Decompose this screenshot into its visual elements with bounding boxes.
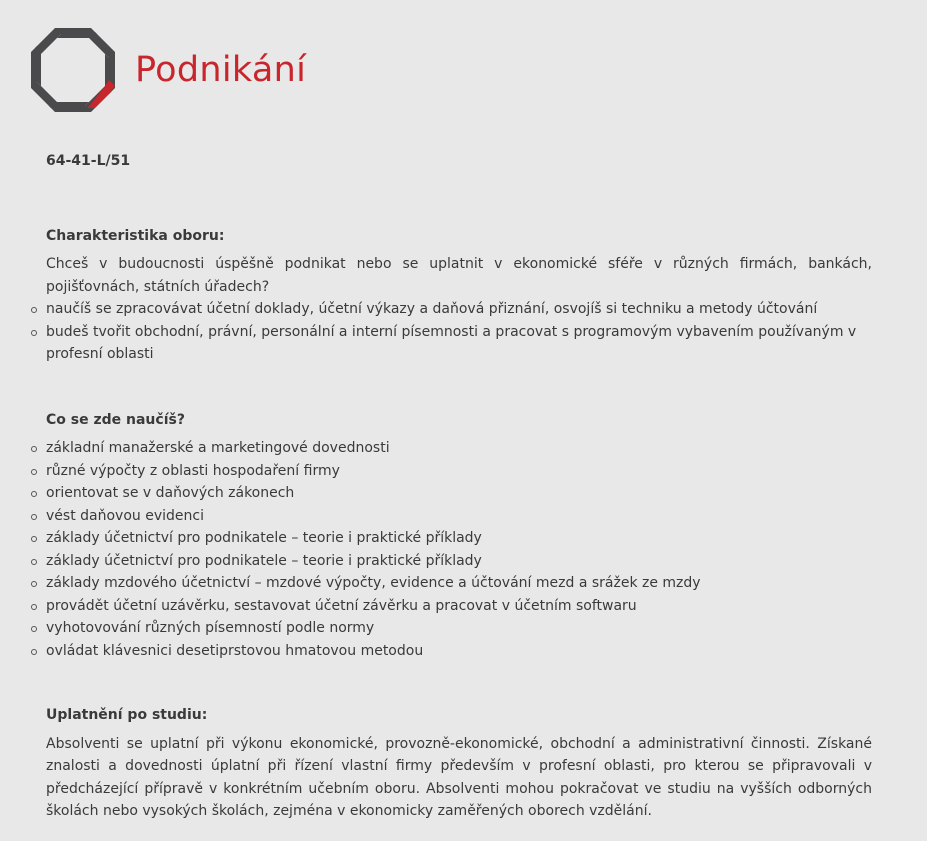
study-code: 64-41-L/51 <box>46 153 131 169</box>
list-item: naučíš se zpracovávat účetní doklady, účetní výkazy a daňová přiznání, osvojíš si techniku a metody účtování <box>46 298 872 321</box>
list-item: vést daňovou evidenci <box>46 505 872 528</box>
learn-heading: Co se zde naučíš? <box>46 411 185 428</box>
career-heading: Uplatnění po studiu: <box>46 707 208 723</box>
list-item: orientovat se v daňových zákonech <box>46 482 872 505</box>
career-text: Absolventi se uplatní při výkonu ekonomické, provozně-ekonomické, obchodní a administrativní činnosti. Získané znalosti a dovednosti úplatní při řízení vlastní firmy především v profesní oblasti, pro kterou se připravovali v předcházející přípravě v konkrétním učebním oboru. Absolventi mohou pokračovat ve studiu na vyšších odborných školách nebo vysokých školách, zejména v ekonomicky zaměřených oborech vzdělání. <box>46 735 872 819</box>
list-item: základní manažerské a marketingové dovednosti <box>46 437 872 460</box>
list-item: provádět účetní uzávěrku, sestavovat účetní závěrku a pracovat v účetním softwaru <box>46 595 872 618</box>
main-content <box>46 150 872 823</box>
list-item: základy účetnictví pro podnikatele – teorie i praktické příklady <box>46 550 872 573</box>
characteristics-intro: Chceš v budoucnosti úspěšně podnikat nebo se uplatnit v ekonomické sféře v různých firmách, bankách, pojišťovnách, státních úřadech? <box>46 256 872 295</box>
characteristics-list <box>46 298 872 366</box>
page-header <box>27 24 306 116</box>
rotating-chain-logo-icon <box>27 24 119 116</box>
page-title: Podnikání <box>135 50 307 90</box>
list-item: vyhotovování různých písemností podle normy <box>46 617 872 640</box>
list-item: základy účetnictví pro podnikatele – teorie i praktické příklady <box>46 527 872 550</box>
list-item: základy mzdového účetnictví – mzdové výpočty, evidence a účtování mezd a srážek ze mzdy <box>46 572 872 595</box>
list-item: ovládat klávesnici desetiprstovou hmatovou metodou <box>46 640 872 663</box>
characteristics-heading: Charakteristika oboru: <box>46 227 225 244</box>
learn-list <box>46 437 872 662</box>
list-item: budeš tvořit obchodní, právní, personální a interní písemnosti a pracovat s programovým vybavením používaným v profesní oblasti <box>46 321 872 366</box>
list-item: různé výpočty z oblasti hospodaření firmy <box>46 460 872 483</box>
